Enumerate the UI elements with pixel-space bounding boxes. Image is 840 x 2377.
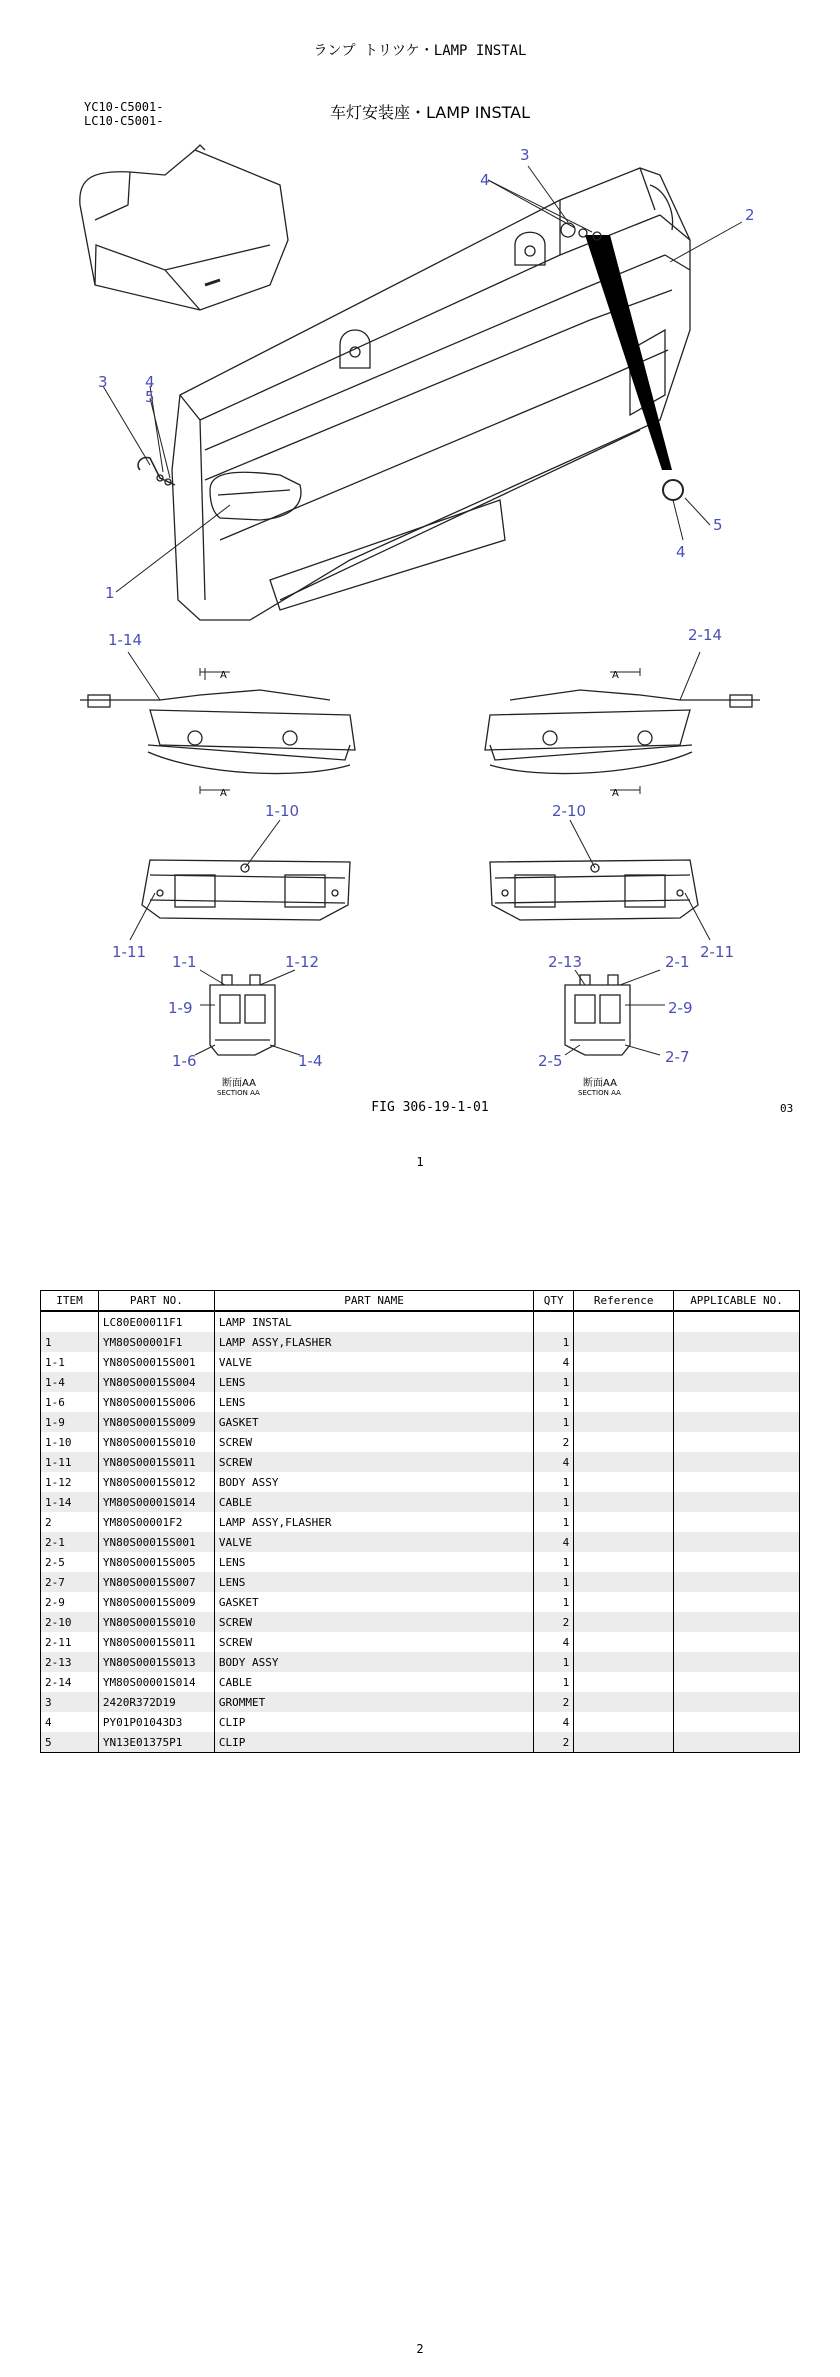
reference-cell xyxy=(574,1432,674,1452)
left-lamp-front-view xyxy=(142,860,350,920)
reference-cell xyxy=(574,1652,674,1672)
part-no-cell: YN80S00015S007 xyxy=(98,1572,214,1592)
section-mark: A xyxy=(220,670,227,681)
callout: 1-10 xyxy=(265,802,300,820)
figure-suffix: 03 xyxy=(780,1102,794,1115)
callout: 2-10 xyxy=(552,802,587,820)
part-name-cell: LAMP ASSY,FLASHER xyxy=(214,1332,533,1352)
qty-cell: 1 xyxy=(534,1512,574,1532)
table-row xyxy=(41,1372,800,1392)
applicable-no-cell xyxy=(674,1652,800,1672)
qty-cell xyxy=(534,1311,574,1332)
item-cell: 2-14 xyxy=(41,1672,99,1692)
reference-cell xyxy=(574,1592,674,1612)
page-number: 2 xyxy=(416,2342,424,2356)
callout: 2-1 xyxy=(665,953,690,971)
callout: 1-1 xyxy=(172,953,197,971)
reference-cell xyxy=(574,1311,674,1332)
callout: 3 xyxy=(520,146,530,164)
applicable-no-cell xyxy=(674,1672,800,1692)
qty-cell: 4 xyxy=(534,1532,574,1552)
part-no-cell: YN13E01375P1 xyxy=(98,1732,214,1753)
applicable-no-cell xyxy=(674,1632,800,1652)
qty-cell: 1 xyxy=(534,1412,574,1432)
item-cell: 1-11 xyxy=(41,1452,99,1472)
table-row xyxy=(41,1732,800,1753)
item-cell: 1-4 xyxy=(41,1372,99,1392)
part-name-cell: GROMMET xyxy=(214,1692,533,1712)
item-cell: 2-1 xyxy=(41,1532,99,1552)
part-name-cell: SCREW xyxy=(214,1632,533,1652)
applicable-no-cell xyxy=(674,1372,800,1392)
part-no-cell: YN80S00015S009 xyxy=(98,1592,214,1612)
item-cell: 1-6 xyxy=(41,1392,99,1412)
callout: 2-9 xyxy=(668,999,693,1017)
qty-cell: 4 xyxy=(534,1712,574,1732)
qty-cell: 1 xyxy=(534,1572,574,1592)
part-no-cell: YN80S00015S004 xyxy=(98,1372,214,1392)
section-label-en: SECTION AA xyxy=(217,1089,260,1097)
part-no-cell: YN80S00015S010 xyxy=(98,1432,214,1452)
part-name-cell: GASKET xyxy=(214,1592,533,1612)
part-name-cell: SCREW xyxy=(214,1432,533,1452)
item-cell: 2-11 xyxy=(41,1632,99,1652)
applicable-no-cell xyxy=(674,1472,800,1492)
part-name-cell: VALVE xyxy=(214,1352,533,1372)
model-code: YC10-C5001- xyxy=(84,100,164,114)
part-name-cell: LENS xyxy=(214,1572,533,1592)
header-applicable-no: APPLICABLE NO. xyxy=(674,1291,800,1312)
item-cell: 2 xyxy=(41,1512,99,1532)
section-label-cn: 断面AA xyxy=(222,1078,256,1089)
table-row xyxy=(41,1572,800,1592)
callout: 2-13 xyxy=(548,953,583,971)
applicable-no-cell xyxy=(674,1392,800,1412)
header-reference: Reference xyxy=(574,1291,674,1312)
part-name-cell: LAMP INSTAL xyxy=(214,1311,533,1332)
table-row xyxy=(41,1492,800,1512)
diagram-title: 车灯安装座・LAMP INSTAL xyxy=(329,103,530,122)
parts-table xyxy=(40,1290,800,1753)
item-cell: 1-1 xyxy=(41,1352,99,1372)
reference-cell xyxy=(574,1572,674,1592)
table-row xyxy=(41,1332,800,1352)
item-cell: 5 xyxy=(41,1732,99,1753)
applicable-no-cell xyxy=(674,1692,800,1712)
callout: 1-4 xyxy=(298,1052,323,1070)
page-number: 1 xyxy=(416,1155,424,1169)
item-cell: 1-9 xyxy=(41,1412,99,1432)
reference-cell xyxy=(574,1332,674,1352)
callout: 2 xyxy=(745,206,755,224)
figure-label: FIG 306-19-1-01 xyxy=(371,1100,489,1115)
item-cell: 2-10 xyxy=(41,1612,99,1632)
callout: 1 xyxy=(105,584,115,602)
applicable-no-cell xyxy=(674,1592,800,1612)
qty-cell: 1 xyxy=(534,1652,574,1672)
reference-cell xyxy=(574,1732,674,1753)
part-name-cell: CLIP xyxy=(214,1712,533,1732)
part-no-cell: YM80S00001F2 xyxy=(98,1512,214,1532)
part-name-cell: BODY ASSY xyxy=(214,1472,533,1492)
item-cell: 2-5 xyxy=(41,1552,99,1572)
applicable-no-cell xyxy=(674,1712,800,1732)
part-no-cell: YN80S00015S011 xyxy=(98,1452,214,1472)
part-no-cell: YM80S00001F1 xyxy=(98,1332,214,1352)
table-row xyxy=(41,1712,800,1732)
table-row xyxy=(41,1452,800,1472)
table-row xyxy=(41,1311,800,1332)
applicable-no-cell xyxy=(674,1612,800,1632)
right-lamp-top-view xyxy=(485,668,760,794)
qty-cell: 1 xyxy=(534,1592,574,1612)
part-name-cell: LAMP ASSY,FLASHER xyxy=(214,1512,533,1532)
callout: 5 xyxy=(145,388,155,406)
reference-cell xyxy=(574,1552,674,1572)
applicable-no-cell xyxy=(674,1332,800,1352)
qty-cell: 1 xyxy=(534,1472,574,1492)
item-cell: 1-14 xyxy=(41,1492,99,1512)
qty-cell: 1 xyxy=(534,1332,574,1352)
callout: 2-5 xyxy=(538,1052,563,1070)
page-title: ランプ トリツケ・LAMP INSTAL xyxy=(313,43,527,59)
part-name-cell: CABLE xyxy=(214,1672,533,1692)
table-header-row xyxy=(41,1291,800,1312)
header-part-no: PART NO. xyxy=(98,1291,214,1312)
part-no-cell: YN80S00015S001 xyxy=(98,1352,214,1372)
callout: 5 xyxy=(713,516,723,534)
exploded-diagram xyxy=(0,0,840,1140)
reference-cell xyxy=(574,1372,674,1392)
header-item: ITEM xyxy=(41,1291,99,1312)
applicable-no-cell xyxy=(674,1512,800,1532)
model-code: LC10-C5001- xyxy=(84,114,164,128)
applicable-no-cell xyxy=(674,1432,800,1452)
counterweight xyxy=(172,168,690,620)
applicable-no-cell xyxy=(674,1732,800,1753)
header-part-name: PART NAME xyxy=(214,1291,533,1312)
callout: 4 xyxy=(676,543,686,561)
applicable-no-cell xyxy=(674,1452,800,1472)
reference-cell xyxy=(574,1412,674,1432)
qty-cell: 4 xyxy=(534,1352,574,1372)
reference-cell xyxy=(574,1492,674,1512)
table-body xyxy=(41,1311,800,1753)
part-no-cell: YN80S00015S005 xyxy=(98,1552,214,1572)
part-no-cell: LC80E00011F1 xyxy=(98,1311,214,1332)
reference-cell xyxy=(574,1472,674,1492)
part-no-cell: PY01P01043D3 xyxy=(98,1712,214,1732)
part-no-cell: YN80S00015S013 xyxy=(98,1652,214,1672)
applicable-no-cell xyxy=(674,1311,800,1332)
reference-cell xyxy=(574,1392,674,1412)
table-row xyxy=(41,1352,800,1372)
table-row xyxy=(41,1552,800,1572)
section-mark: A xyxy=(612,670,619,681)
qty-cell: 2 xyxy=(534,1732,574,1753)
table-row xyxy=(41,1692,800,1712)
reference-cell xyxy=(574,1632,674,1652)
table-row xyxy=(41,1612,800,1632)
table-row xyxy=(41,1672,800,1692)
qty-cell: 1 xyxy=(534,1672,574,1692)
callout: 4 xyxy=(145,373,155,391)
qty-cell: 1 xyxy=(534,1552,574,1572)
part-no-cell: 2420R372D19 xyxy=(98,1692,214,1712)
item-cell: 1 xyxy=(41,1332,99,1352)
table-row xyxy=(41,1512,800,1532)
item-cell: 4 xyxy=(41,1712,99,1732)
callout: 4 xyxy=(480,171,490,189)
reference-cell xyxy=(574,1352,674,1372)
qty-cell: 4 xyxy=(534,1632,574,1652)
table-row xyxy=(41,1652,800,1672)
qty-cell: 1 xyxy=(534,1492,574,1512)
item-cell: 3 xyxy=(41,1692,99,1712)
part-name-cell: BODY ASSY xyxy=(214,1652,533,1672)
part-no-cell: YM80S00001S014 xyxy=(98,1672,214,1692)
callout: 3 xyxy=(98,373,108,391)
applicable-no-cell xyxy=(674,1532,800,1552)
part-no-cell: YN80S00015S006 xyxy=(98,1392,214,1412)
part-no-cell: YN80S00015S012 xyxy=(98,1472,214,1492)
part-name-cell: LENS xyxy=(214,1372,533,1392)
callout: 1-12 xyxy=(285,953,320,971)
reference-cell xyxy=(574,1692,674,1712)
part-name-cell: SCREW xyxy=(214,1612,533,1632)
part-no-cell: YN80S00015S009 xyxy=(98,1412,214,1432)
left-section-aa xyxy=(210,975,275,1055)
item-cell: 1-12 xyxy=(41,1472,99,1492)
qty-cell: 1 xyxy=(534,1372,574,1392)
callout: 2-11 xyxy=(700,943,735,961)
part-no-cell: YN80S00015S011 xyxy=(98,1632,214,1652)
reference-cell xyxy=(574,1612,674,1632)
item-cell xyxy=(41,1311,99,1332)
applicable-no-cell xyxy=(674,1492,800,1512)
table-row xyxy=(41,1592,800,1612)
reference-cell xyxy=(574,1672,674,1692)
callout: 1-11 xyxy=(112,943,147,961)
item-cell: 1-10 xyxy=(41,1432,99,1452)
section-mark: A xyxy=(612,788,619,799)
reference-cell xyxy=(574,1712,674,1732)
machine-overview xyxy=(80,145,288,310)
applicable-no-cell xyxy=(674,1412,800,1432)
part-name-cell: CABLE xyxy=(214,1492,533,1512)
left-lamp-top-view xyxy=(80,668,355,794)
reference-cell xyxy=(574,1452,674,1472)
header-qty: QTY xyxy=(534,1291,574,1312)
table-row xyxy=(41,1532,800,1552)
applicable-no-cell xyxy=(674,1572,800,1592)
section-label-en: SECTION AA xyxy=(578,1089,621,1097)
table-row xyxy=(41,1432,800,1452)
item-cell: 2-13 xyxy=(41,1652,99,1672)
part-name-cell: LENS xyxy=(214,1552,533,1572)
applicable-no-cell xyxy=(674,1352,800,1372)
part-name-cell: GASKET xyxy=(214,1412,533,1432)
callout: 2-14 xyxy=(688,626,723,644)
item-cell: 2-9 xyxy=(41,1592,99,1612)
section-mark: A xyxy=(220,788,227,799)
qty-cell: 2 xyxy=(534,1612,574,1632)
callout: 2-7 xyxy=(665,1048,690,1066)
right-section-aa xyxy=(565,975,630,1055)
item-cell: 2-7 xyxy=(41,1572,99,1592)
reference-cell xyxy=(574,1512,674,1532)
right-lamp-front-view xyxy=(490,860,698,920)
part-name-cell: CLIP xyxy=(214,1732,533,1753)
part-name-cell: VALVE xyxy=(214,1532,533,1552)
part-no-cell: YN80S00015S001 xyxy=(98,1532,214,1552)
section-label-cn: 断面AA xyxy=(583,1078,617,1089)
part-name-cell: LENS xyxy=(214,1392,533,1412)
qty-cell: 1 xyxy=(534,1392,574,1412)
applicable-no-cell xyxy=(674,1552,800,1572)
callout: 1-6 xyxy=(172,1052,197,1070)
callout: 1-14 xyxy=(108,631,143,649)
table-row xyxy=(41,1632,800,1652)
table-row xyxy=(41,1392,800,1412)
reference-cell xyxy=(574,1532,674,1552)
table-row xyxy=(41,1412,800,1432)
part-name-cell: SCREW xyxy=(214,1452,533,1472)
part-no-cell: YM80S00001S014 xyxy=(98,1492,214,1512)
qty-cell: 4 xyxy=(534,1452,574,1472)
qty-cell: 2 xyxy=(534,1432,574,1452)
table-row xyxy=(41,1472,800,1492)
part-no-cell: YN80S00015S010 xyxy=(98,1612,214,1632)
qty-cell: 2 xyxy=(534,1692,574,1712)
callout: 1-9 xyxy=(168,999,193,1017)
